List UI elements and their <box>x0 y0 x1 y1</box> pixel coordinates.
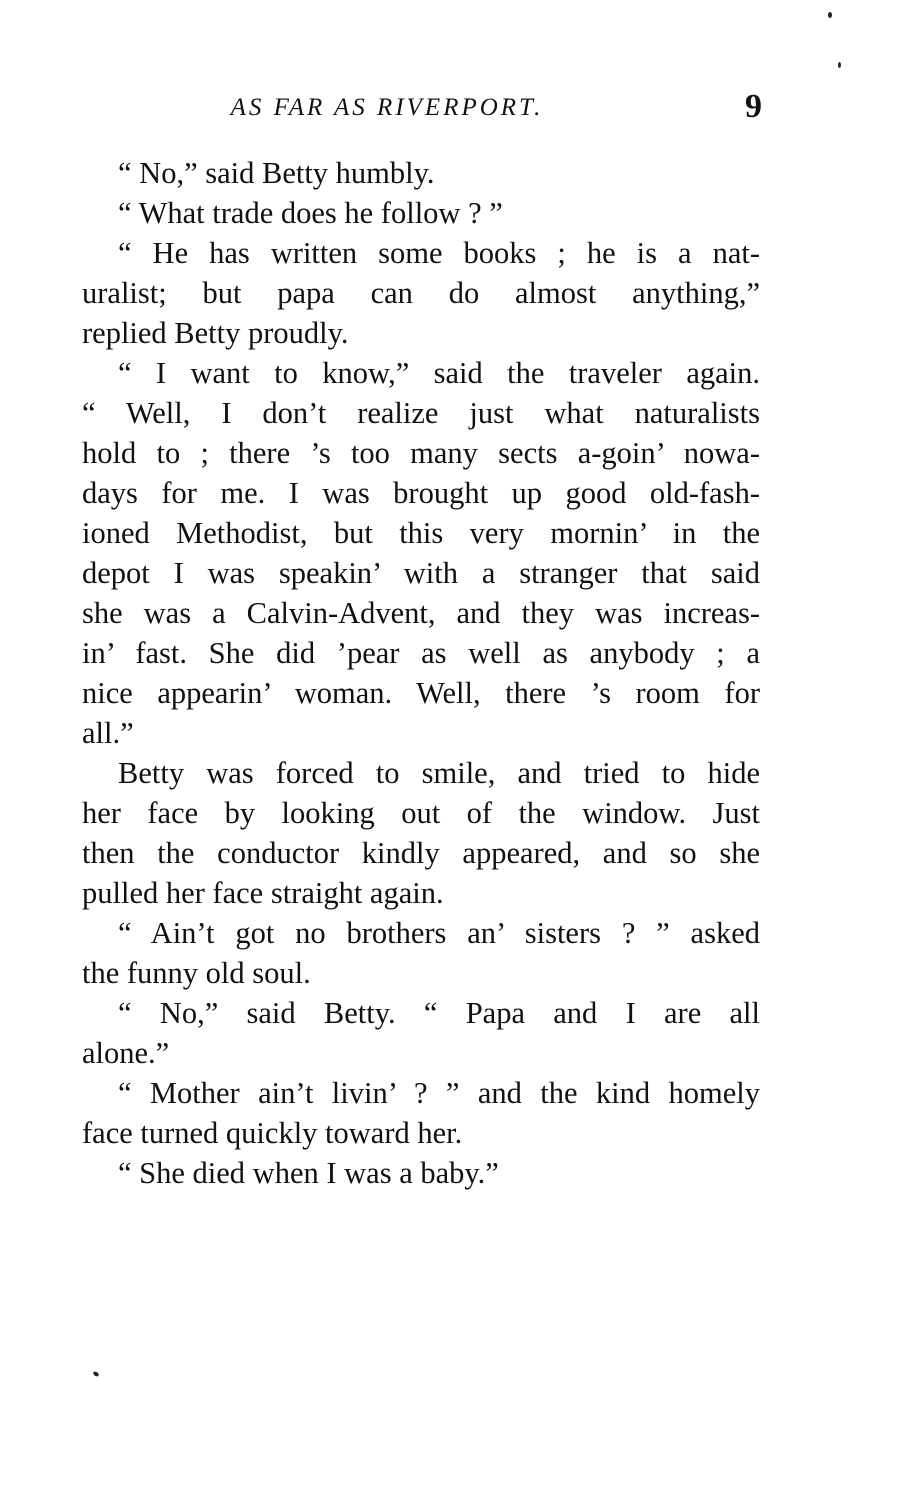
text-line: in’ fast. She did ’pear as well as anybody ; a <box>82 636 760 670</box>
text-line: replied Betty proudly. <box>82 316 349 350</box>
text-line: then the conductor kindly appeared, and so she <box>82 836 760 870</box>
scan-speck <box>838 62 841 68</box>
text-line: uralist; but papa can do almost anything,” <box>82 276 760 310</box>
text-line: “ She died when I was a baby.” <box>118 1156 499 1190</box>
text-line: “ No,” said Betty. “ Papa and I are all <box>118 996 760 1030</box>
running-title: AS FAR AS RIVERPORT. <box>230 94 544 121</box>
text-line: “ Ain’t got no brothers an’ sisters ? ” asked <box>118 916 760 950</box>
text-line: Betty was forced to smile, and tried to hide <box>118 756 760 790</box>
text-line: “ No,” said Betty humbly. <box>118 156 435 190</box>
scan-speck <box>92 1371 99 1378</box>
text-line: “ He has written some books ; he is a nat- <box>118 236 760 270</box>
text-line: face turned quickly toward her. <box>82 1116 463 1150</box>
text-line: all.” <box>82 716 134 750</box>
text-line: “ Well, I don’t realize just what naturalists <box>82 396 760 430</box>
text-line: nice appearin’ woman. Well, there ’s room for <box>82 676 760 710</box>
scan-speck <box>828 12 832 18</box>
text-line: depot I was speakin’ with a stranger that said <box>82 556 760 590</box>
text-line: hold to ; there ’s too many sects a-goin’ nowa- <box>82 436 760 470</box>
text-line: ioned Methodist, but this very mornin’ in the <box>82 516 760 550</box>
body-text <box>82 153 760 1193</box>
text-line: “ I want to know,” said the traveler again. <box>118 356 760 390</box>
text-line: the funny old soul. <box>82 956 311 990</box>
running-head <box>82 88 762 132</box>
text-line: alone.” <box>82 1036 170 1070</box>
page-number: 9 <box>745 88 762 125</box>
text-line: “ What trade does he follow ? ” <box>118 196 503 230</box>
text-line: her face by looking out of the window. Just <box>82 796 760 830</box>
text-line: “ Mother ain’t livin’ ? ” and the kind homely <box>118 1076 760 1110</box>
text-line: days for me. I was brought up good old-fash- <box>82 476 760 510</box>
text-line: pulled her face straight again. <box>82 876 444 910</box>
text-line: she was a Calvin-Advent, and they was increas- <box>82 596 760 630</box>
